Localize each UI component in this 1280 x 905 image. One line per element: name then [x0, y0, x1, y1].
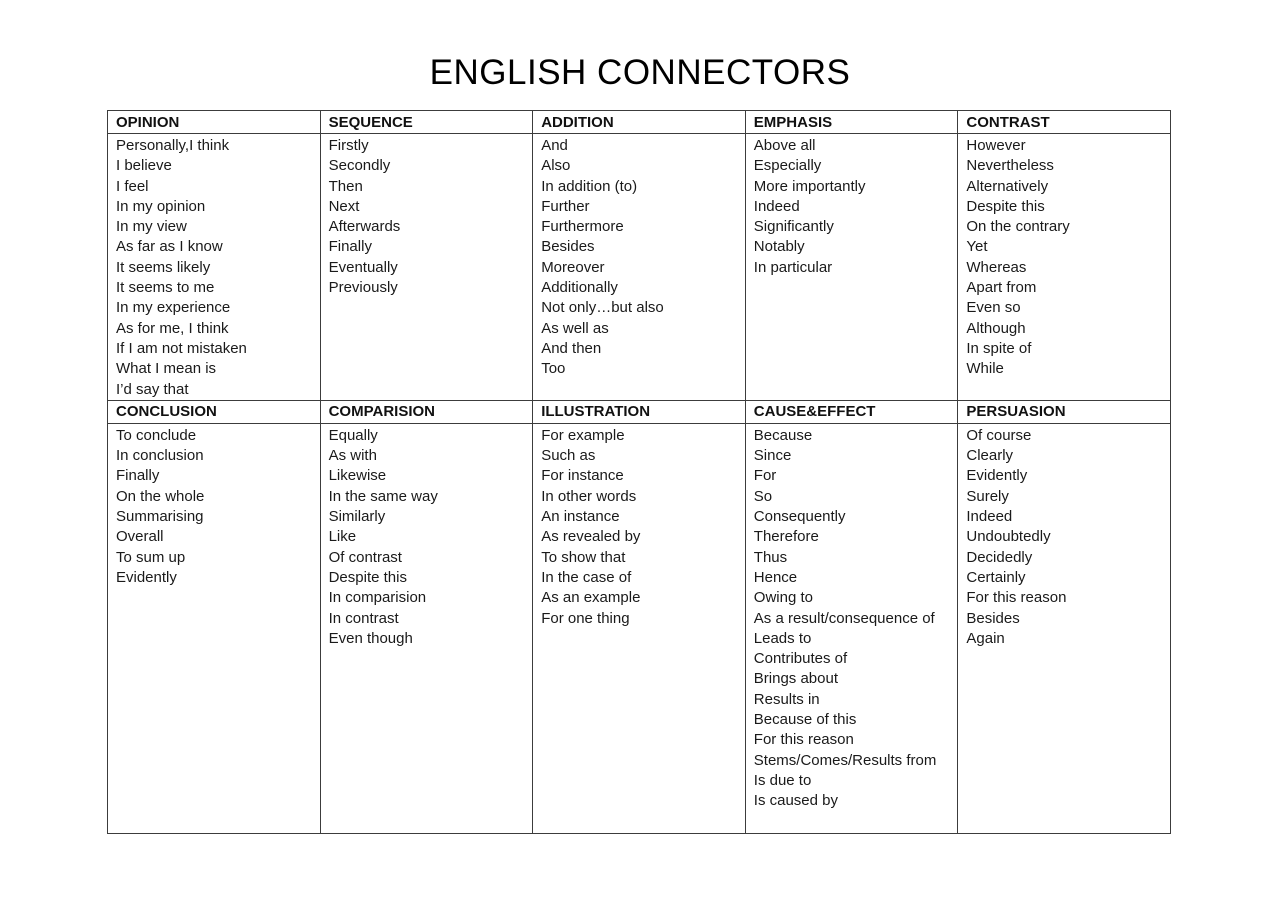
connector-item: Of contrast: [328, 548, 402, 566]
connector-item: In other words: [541, 487, 637, 505]
connector-item: Of course: [966, 426, 1032, 444]
connector-item: Not only…but also: [541, 299, 664, 317]
connector-item: Eventually: [328, 258, 398, 276]
connector-item: It seems to me: [116, 279, 215, 297]
column-header: EMPHASIS: [745, 111, 958, 134]
connector-item: Above all: [753, 137, 816, 154]
connector-item: Apart from: [966, 279, 1037, 297]
connector-item: In my opinion: [116, 197, 206, 215]
connector-item: As a result/consequence of: [753, 609, 935, 627]
connector-item: Contributes of: [753, 650, 848, 668]
connector-item: I feel: [116, 177, 149, 195]
connector-item: Evidently: [966, 467, 1028, 485]
connector-item: While: [966, 360, 1004, 378]
connector-item: Although: [966, 319, 1026, 337]
connector-item: Hence: [753, 568, 798, 586]
connector-item: Results in: [753, 690, 820, 708]
connector-item: In the case of: [541, 568, 632, 586]
connector-item: To conclude: [116, 426, 197, 444]
connector-item: And then: [541, 339, 602, 357]
connector-item: Also: [541, 157, 571, 175]
connector-item: For one thing: [541, 609, 630, 627]
connector-item: Secondly: [328, 157, 391, 175]
connector-item: In the same way: [328, 487, 438, 505]
connector-item: Despite this: [966, 197, 1045, 215]
connectors-table-body: [108, 111, 1171, 834]
connector-item: What I mean is: [116, 360, 217, 378]
connector-item: Thus: [753, 548, 788, 566]
connector-item: Brings about: [753, 670, 839, 688]
connector-column-cell: [745, 423, 958, 833]
connector-item: Therefore: [753, 528, 819, 546]
connector-item: To show that: [541, 548, 626, 566]
connectors-table: [107, 110, 1171, 834]
connector-column-cell: [533, 423, 746, 833]
column-header: CAUSE&EFFECT: [745, 400, 958, 423]
connector-item: As revealed by: [541, 528, 641, 546]
connector-item: In spite of: [966, 339, 1032, 357]
connector-item: For: [753, 467, 777, 485]
connector-item: Finally: [328, 238, 372, 256]
connector-item: Personally,I think: [116, 137, 230, 154]
connector-item: Then: [328, 177, 363, 195]
connector-item: Nevertheless: [966, 157, 1054, 175]
section-body-row: [108, 423, 1171, 833]
connector-item: Yet: [966, 238, 988, 256]
connector-item: Despite this: [328, 568, 407, 586]
connector-item: Afterwards: [328, 218, 401, 236]
connector-item: I’d say that: [116, 380, 189, 398]
connector-item: Equally: [328, 426, 378, 444]
connector-item: Certainly: [966, 568, 1026, 586]
section-header-row: [108, 400, 1171, 423]
connector-item: Notably: [753, 238, 805, 256]
column-header: SEQUENCE: [320, 111, 533, 134]
connector-item: Overall: [116, 528, 164, 546]
connector-item: Since: [753, 447, 792, 465]
connector-item: More importantly: [753, 177, 866, 195]
connector-column-cell: [745, 134, 958, 401]
connector-item: Undoubtedly: [966, 528, 1051, 546]
connector-item: As an example: [541, 589, 641, 607]
connector-item: In addition (to): [541, 177, 638, 195]
connector-item: Whereas: [966, 258, 1027, 276]
connector-item: Especially: [753, 157, 822, 175]
connector-item: On the whole: [116, 487, 205, 505]
column-header: COMPARISION: [320, 400, 533, 423]
connector-column-cell: [958, 134, 1171, 401]
connector-item: Summarising: [116, 508, 204, 526]
connector-item: An instance: [541, 508, 620, 526]
page-title: ENGLISH CONNECTORS: [429, 53, 851, 92]
connector-item: In contrast: [328, 609, 399, 627]
connector-item: In particular: [753, 258, 833, 276]
connector-item: Again: [966, 629, 1005, 647]
connector-item: In conclusion: [116, 447, 204, 465]
connector-item: Evidently: [116, 568, 177, 586]
connector-item: Next: [328, 197, 360, 215]
connector-item: Stems/Comes/Results from: [753, 751, 937, 769]
connector-item: Like: [328, 528, 357, 546]
connector-item: As with: [328, 447, 377, 465]
connector-item: Such as: [541, 447, 596, 465]
connector-item: Moreover: [541, 258, 605, 276]
connector-item: Consequently: [753, 508, 846, 526]
connector-column-cell: [533, 134, 746, 401]
connector-item: In my experience: [116, 299, 231, 317]
connector-item: Is caused by: [753, 792, 838, 810]
column-header: ADDITION: [533, 111, 746, 134]
column-header: ILLUSTRATION: [533, 400, 746, 423]
connector-item: For example: [541, 426, 625, 444]
connector-item: Significantly: [753, 218, 834, 236]
column-header: OPINION: [108, 111, 321, 134]
connector-item: Alternatively: [966, 177, 1049, 195]
connector-item: Likewise: [328, 467, 387, 485]
connector-item: Is due to: [753, 771, 812, 789]
connector-item: So: [753, 487, 773, 505]
connector-item: Finally: [116, 467, 160, 485]
connector-column-cell: [320, 134, 533, 401]
connector-item: Even so: [966, 299, 1021, 317]
connector-item: And: [541, 137, 568, 154]
connector-item: Furthermore: [541, 218, 624, 236]
connector-item: Indeed: [753, 197, 800, 215]
connector-item: I believe: [116, 157, 172, 175]
connector-item: Previously: [328, 279, 398, 297]
connector-item: As well as: [541, 319, 609, 337]
connector-item: Indeed: [966, 508, 1013, 526]
connector-item: Additionally: [541, 279, 618, 297]
connector-item: However: [966, 137, 1026, 154]
connector-item: Similarly: [328, 508, 386, 526]
connector-item: Besides: [966, 609, 1020, 627]
connector-item: For this reason: [753, 731, 854, 749]
connector-item: As for me, I think: [116, 319, 229, 337]
connector-item: In comparision: [328, 589, 427, 607]
connector-item: Too: [541, 360, 566, 378]
connector-item: If I am not mistaken: [116, 339, 247, 357]
connector-item: Further: [541, 197, 590, 215]
connector-item: For instance: [541, 467, 624, 485]
connector-item: Leads to: [753, 629, 812, 647]
connector-item: Even though: [328, 629, 413, 647]
connector-item: On the contrary: [966, 218, 1070, 236]
column-header: CONTRAST: [958, 111, 1171, 134]
connector-item: Owing to: [753, 589, 813, 607]
connector-item: As far as I know: [116, 238, 223, 256]
connector-item: Because: [753, 426, 813, 444]
connector-item: Surely: [966, 487, 1009, 505]
section-body-row: [108, 134, 1171, 401]
connector-column-cell: [958, 423, 1171, 833]
connector-item: In my view: [116, 218, 187, 236]
connector-item: Besides: [541, 238, 595, 256]
connector-item: To sum up: [116, 548, 186, 566]
connector-item: Decidedly: [966, 548, 1033, 566]
connector-item: For this reason: [966, 589, 1067, 607]
connector-item: Firstly: [328, 137, 369, 154]
connector-item: Because of this: [753, 711, 857, 729]
section-header-row: [108, 111, 1171, 134]
column-header: CONCLUSION: [108, 400, 321, 423]
connector-item: Clearly: [966, 447, 1014, 465]
column-header: PERSUASION: [958, 400, 1171, 423]
connector-column-cell: [108, 134, 321, 401]
connector-column-cell: [320, 423, 533, 833]
connector-item: It seems likely: [116, 258, 211, 276]
connector-column-cell: [108, 423, 321, 833]
